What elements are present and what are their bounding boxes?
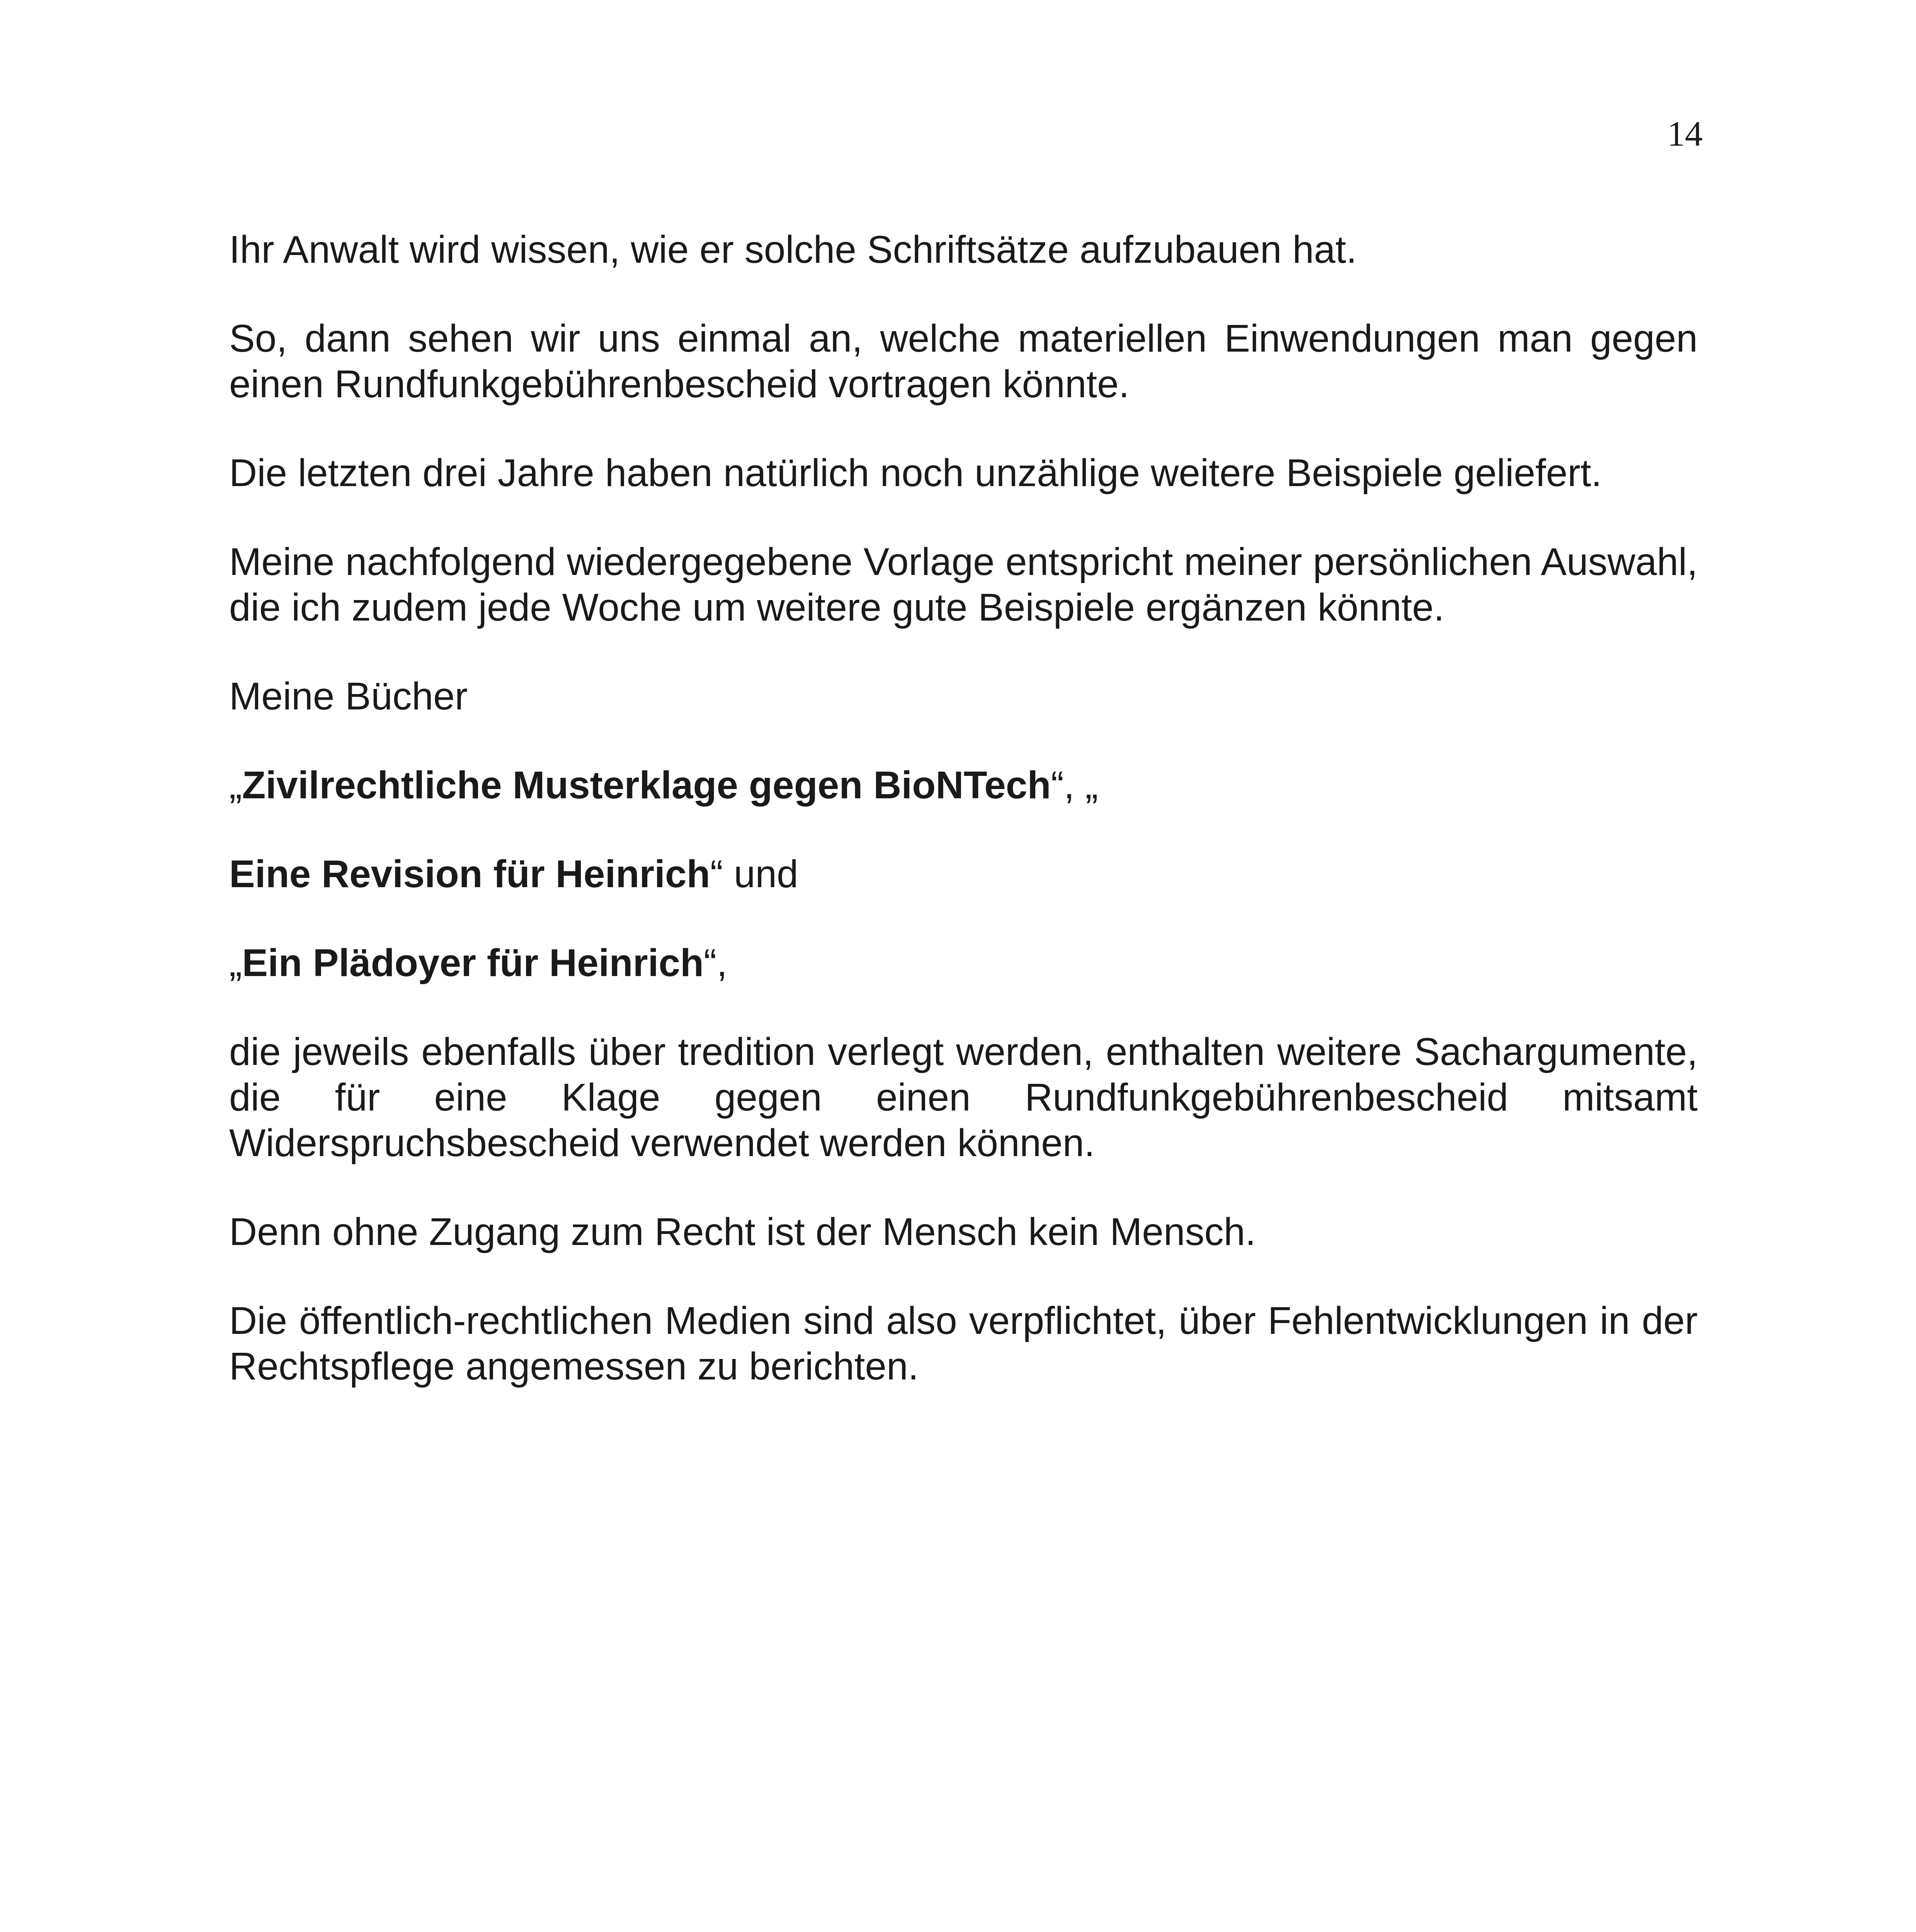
quote-close: “, „ <box>1051 764 1098 807</box>
book-title-biontech <box>229 762 1698 808</box>
document-body <box>229 227 1698 1432</box>
paragraph-public-media: Die öffentlich-rechtlichen Medien sind also verpflichtet, über Fehlentwicklungen in der Rechtspflege angemessen zu berichten. <box>229 1299 1698 1388</box>
book-title-plaedoyer <box>229 940 1698 986</box>
paragraph-my-books: Meine Bücher <box>229 675 468 718</box>
quote-close: “, <box>704 941 728 985</box>
book-title-biontech-text: Zivilrechtliche Musterklage gegen BioNTech <box>242 764 1051 807</box>
paragraph-objections: So, dann sehen wir uns einmal an, welche materiellen Einwendungen man gegen einen Rundfunkgebührenbescheid vortragen könnte. <box>229 317 1698 406</box>
paragraph-access-to-law: Denn ohne Zugang zum Recht ist der Mensch kein Mensch. <box>229 1210 1256 1253</box>
book-title-revision <box>229 851 1698 897</box>
quote-open: „ <box>229 941 242 985</box>
quote-open: „ <box>229 764 242 807</box>
book-title-plaedoyer-text: Ein Plädoyer für Heinrich <box>242 941 704 985</box>
book-title-revision-text: Eine Revision für Heinrich <box>229 852 710 896</box>
paragraph-lawyer: Ihr Anwalt wird wissen, wie er solche Schriftsätze aufzubauen hat. <box>229 228 1357 271</box>
page-number: 14 <box>1667 114 1703 153</box>
paragraph-template: Meine nachfolgend wiedergegebene Vorlage entspricht meiner persönlichen Auswahl, die ich zudem jede Woche um weitere gute Beispiele ergänzen könnte. <box>229 540 1698 629</box>
quote-close: “ und <box>710 852 798 896</box>
paragraph-tredition: die jeweils ebenfalls über tredition verlegt werden, enthalten weitere Sachargumente, die für eine Klage gegen einen Rundfunkgebührenbescheid mitsamt Widerspruchsbescheid verwendet werden können. <box>229 1030 1698 1165</box>
paragraph-last-years: Die letzten drei Jahre haben natürlich noch unzählige weitere Beispiele geliefert. <box>229 451 1602 495</box>
